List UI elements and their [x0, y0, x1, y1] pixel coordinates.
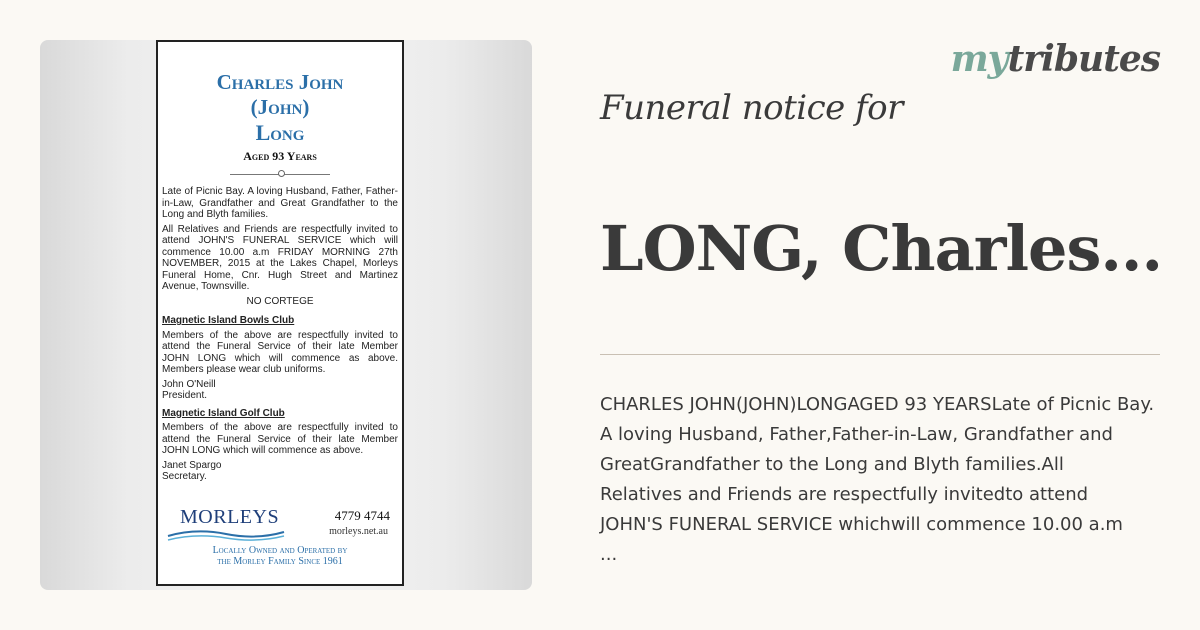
notice-club-2-role: Secretary.: [162, 471, 207, 482]
notice-body: [158, 186, 402, 483]
mytributes-logo[interactable]: [951, 38, 1160, 80]
notice-tagline-line-2: the Morley Family Since 1961: [217, 556, 343, 567]
excerpt-line: GreatGrandfather to the Long and Blyth families.All: [600, 454, 1064, 475]
excerpt-line: JOHN'S FUNERAL SERVICE whichwill commence 10.00 a.m: [600, 514, 1123, 535]
logo-my: my: [950, 38, 1008, 80]
morleys-logo: MORLEYS: [180, 506, 280, 528]
divider: [600, 354, 1160, 355]
notice-name-line-3: Long: [255, 120, 305, 145]
wave-icon: [166, 528, 286, 542]
logo-tributes: tributes: [1007, 38, 1160, 80]
notice-paragraph-2: All Relatives and Friends are respectfully invited to attend JOHN'S FUNERAL SERVICE which will commence 10.00 a.m FRIDAY MORNING 27th NOVEMBER, 2015 at the Lakes Chapel, Morleys Funeral Home, Cnr. Hugh Street and Martinez Avenue, Townsville.: [162, 223, 398, 292]
notice-club-1-text: Members of the above are respectfully invited to attend the Funeral Service of their late Member JOHN LONG which will commence as above. Members please wear club uniforms.: [162, 329, 398, 375]
notice-age: Aged 93 Years: [243, 149, 317, 163]
ornament-divider-icon: [158, 168, 402, 180]
notice-excerpt: [600, 390, 1180, 570]
notice-footer: [158, 506, 402, 584]
notice-image-frame: [40, 40, 532, 590]
notice-tagline-line-1: Locally Owned and Operated by: [212, 545, 348, 556]
excerpt-line: ...: [600, 544, 618, 565]
notice-club-2-signatory: Janet Spargo: [162, 459, 222, 471]
notice-club-1-signatory: John O'Neill: [162, 378, 216, 390]
notice-deceased-name: [158, 70, 402, 145]
notice-tagline: [158, 545, 402, 567]
page-subtitle: Funeral notice for: [600, 88, 903, 128]
notice-club-2-title: Magnetic Island Golf Club: [162, 407, 285, 419]
notice-phone: 4779 4744: [334, 508, 390, 523]
notice-name-line-1: Charles John: [216, 70, 344, 94]
funeral-notice-clipping: [156, 40, 404, 586]
notice-website: morleys.net.au: [329, 526, 388, 537]
notice-name-line-2: (John): [250, 95, 310, 119]
notice-club-1-title: Magnetic Island Bowls Club: [162, 315, 295, 326]
page-title: LONG, Charles...: [600, 212, 1163, 285]
notice-no-cortege: NO CORTEGE: [246, 295, 314, 307]
notice-club-2-text: Members of the above are respectfully invited to attend the Funeral Service of their late Member JOHN LONG which will commence as above.: [162, 422, 398, 456]
excerpt-line: CHARLES JOHN(JOHN)LONGAGED 93 YEARSLate of Picnic Bay.: [600, 394, 1155, 415]
excerpt-line: Relatives and Friends are respectfully invitedto attend: [600, 484, 1089, 505]
excerpt-line: A loving Husband, Father,Father-in-Law, Grandfather and: [600, 424, 1113, 445]
notice-club-1-role: President.: [162, 390, 208, 401]
notice-paragraph-1: Late of Picnic Bay. A loving Husband, Father, Father-in-Law, Grandfather and Great Grandfather to the Long and Blyth families.: [162, 186, 398, 220]
